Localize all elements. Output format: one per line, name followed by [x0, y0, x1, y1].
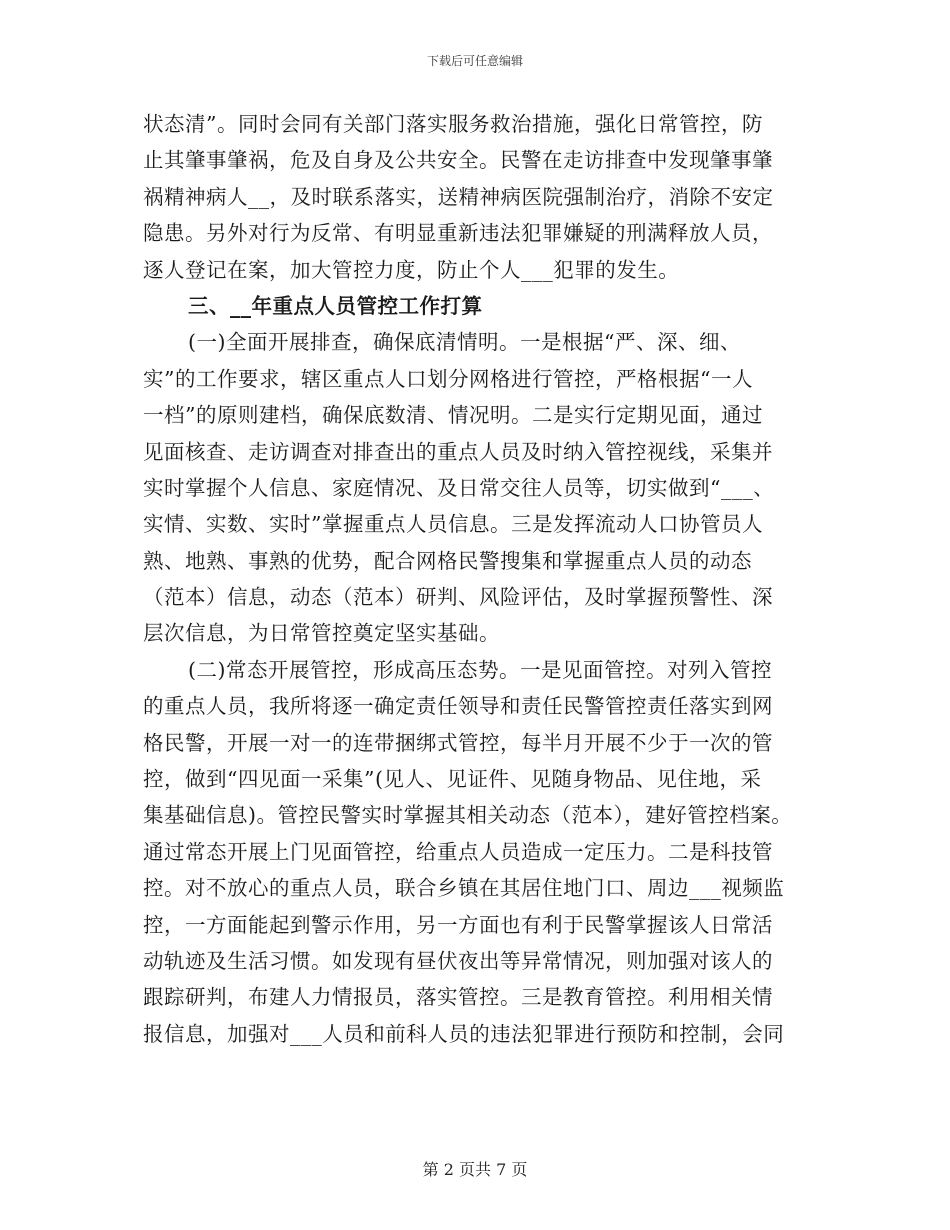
text-line: 集基础信息)。管控民警实时掌握其相关动态（范本），建好管控档案。 — [143, 803, 793, 828]
page-footer: 第 2 页共 7 页 — [422, 1160, 528, 1179]
text-line: 熟、地熟、事熟的优势，配合网格民警搜集和掌握重点人员的动态 — [143, 548, 752, 573]
text-line: 报信息，加强对___人员和前科人员的违法犯罪进行预防和控制，会同 — [143, 1021, 785, 1046]
text-line: 实时掌握个人信息、家庭情况、及日常交往人员等，切实做到“___、 — [143, 475, 775, 500]
text-line: 层次信息，为日常管控奠定坚实基础。 — [143, 621, 500, 646]
text-line: 状态清”。同时会同有关部门落实服务救治措施，强化日常管控，防 — [143, 112, 763, 136]
text-line: 止其肇事肇祸，危及自身及公共安全。民警在走访排查中发现肇事肇 — [143, 148, 773, 173]
text-line: 格民警，开展一对一的连带捆绑式管控，每半月开展不少于一次的管 — [143, 730, 773, 755]
text-line: 实情、实数、实时”掌握重点人员信息。三是发挥流动人口协管员人 — [143, 512, 763, 537]
text-line: 动轨迹及生活习惯。如发现有昼伏夜出等异常情况，则加强对该人的 — [143, 948, 773, 973]
section-heading: 三、__年重点人员管控工作打算 — [188, 293, 483, 318]
text-line: 控，一方面能起到警示作用，另一方面也有利于民警掌握该人日常活 — [143, 912, 773, 937]
text-line: 逐人登记在案，加大管控力度，防止个人___犯罪的发生。 — [143, 257, 680, 282]
page-header: 下载后可任意编辑 — [426, 54, 523, 68]
text-line: (一)全面开展排查，确保底清情明。一是根据“严、深、细、 — [188, 330, 741, 355]
text-line: 一档”的原则建档，确保底数清、情况明。二是实行定期见面，通过 — [143, 403, 763, 428]
text-line: 通过常态开展上门见面管控，给重点人员造成一定压力。二是科技管 — [143, 839, 773, 864]
text-line: 控。对不放心的重点人员，联合乡镇在其居住地门口、周边___视频监 — [143, 876, 785, 901]
text-line: 见面核查、走访调查对排查出的重点人员及时纳入管控视线，采集并 — [143, 439, 773, 464]
text-line: 实”的工作要求，辖区重点人口划分网格进行管控，严格根据“一人 — [143, 366, 753, 391]
text-line: 祸精神病人__，及时联系落实，送精神病医院强制治疗，消除不安定 — [143, 184, 774, 209]
text-line: （范本）信息，动态（范本）研判、风险评估，及时掌握预警性、深 — [143, 585, 773, 610]
document-body — [143, 106, 805, 1052]
text-line: 跟踪研判，布建人力情报员，落实管控。三是教育管控。利用相关情 — [143, 985, 773, 1010]
text-line: 的重点人员，我所将逐一确定责任领导和责任民警管控责任落实到网 — [143, 694, 773, 719]
text-line: 控，做到“四见面一采集”(见人、见证件、见随身物品、见住地，采 — [143, 767, 762, 792]
text-line: (二)常态开展管控，形成高压态势。一是见面管控。对列入管控 — [188, 657, 772, 682]
text-line: 隐患。另外对行为反常、有明显重新违法犯罪嫌疑的刑满释放人员， — [143, 221, 773, 246]
